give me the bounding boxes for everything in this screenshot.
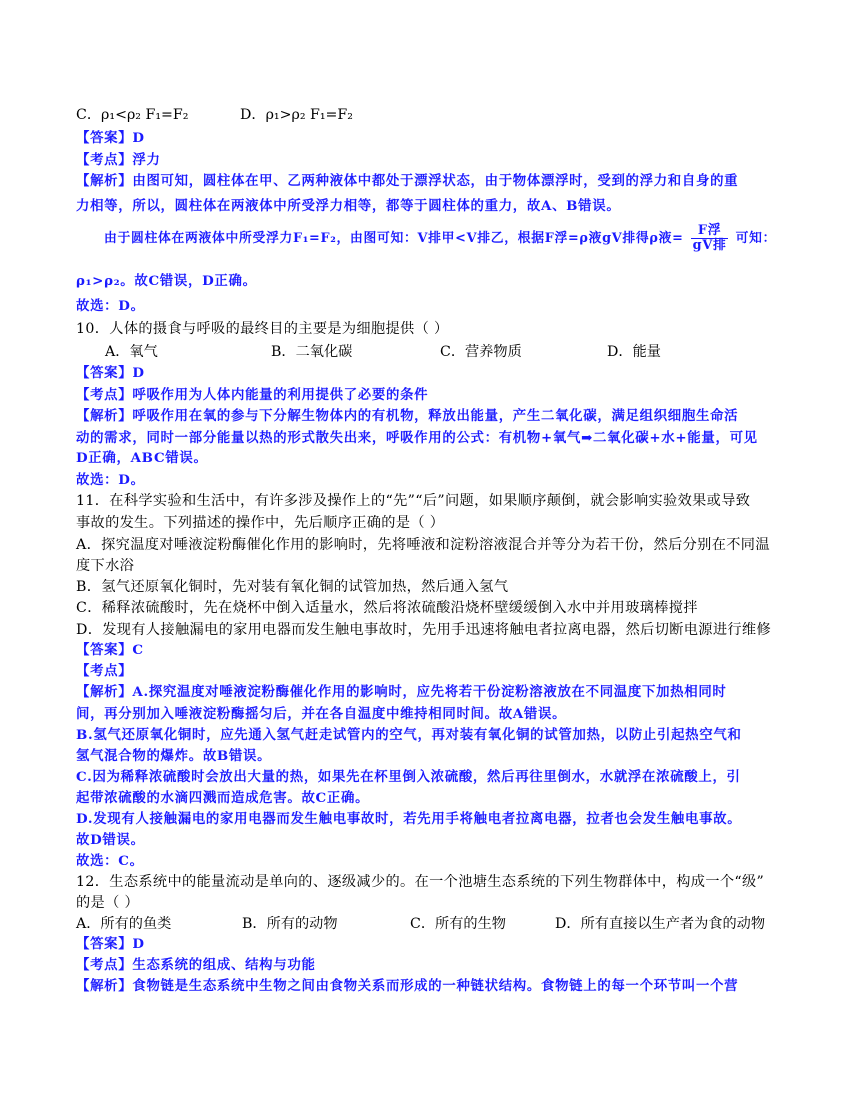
q9-choice: 故选：D。 [76,298,145,314]
q11-option-c: C．稀释浓硫酸时，先在烧杯中倒入适量水，然后将浓硫酸沿烧杯壁缓缓倒入水中并用玻璃棒搅拌 [76,600,698,616]
q10-analysis-line3: D正确，ABC错误。 [76,450,208,466]
q9-analysis-line2: 力相等，所以，圆柱体在两液体中所受浮力相等，都等于圆柱体的重力，故A、B错误。 [76,198,621,214]
q12-analysis-line1: 【解析】食物链是生态系统中生物之间由食物关系而形成的一种链状结构。食物链上的每一个环节叫一个营 [76,978,739,994]
q11-stem-line2: 事故的发生。下列描述的操作中，先后顺序正确的是（ ） [76,515,445,531]
q9-answer: 【答案】D [76,130,145,146]
q12-answer: 【答案】D [76,936,145,952]
q12-option-c: C．所有的生物 [410,916,506,932]
q10-point: 【考点】呼吸作用为人体内能量的利用提供了必要的条件 [76,387,429,403]
q10-option-b: B．二氧化碳 [271,344,353,360]
q9-option-d: D．ρ₁>ρ₂ F₁=F₂ [240,107,353,123]
q10-stem: 10．人体的摄食与呼吸的最终目的主要是为细胞提供（ ） [76,321,449,337]
q10-analysis-line2: 动的需求，同时一部分能量以热的形式散失出来，呼吸作用的公式：有机物+氧气➡二氧化碳+水+能量，可见 [76,430,758,446]
q10-option-c: C．营养物质 [440,344,522,360]
q11-analysis-line6: 起带浓硫酸的水滴四溅而造成危害。故C正确。 [76,790,370,806]
q10-option-a: A．氧气 [105,344,158,360]
q11-choice: 故选：C。 [76,853,144,869]
q11-analysis-line7: D.发现有人接触漏电的家用电器而发生触电事故时，若先用手将触电者拉离电器，拉者也会发生触电事故。 [76,811,742,827]
q11-option-a-line1: A．探究温度对唾液淀粉酶催化作用的影响时，先将唾液和淀粉溶液混合并等分为若干份，然后分别在不同温 [76,537,770,553]
q9-analysis-line4: ρ₁>ρ₂。故C错误，D正确。 [76,273,257,289]
q12-option-d: D．所有直接以生产者为食的动物 [555,916,766,932]
q12-option-b: B．所有的动物 [242,916,338,932]
q12-point: 【考点】生态系统的组成、结构与功能 [76,957,316,973]
q11-option-d: D．发现有人接触漏电的家用电器而发生触电事故时，先用手迅速将触电者拉离电器，然后切断电源进行维修 [76,622,771,638]
q11-analysis-line1: 【解析】A.探究温度对唾液淀粉酶催化作用的影响时，应先将若干份淀粉溶液放在不同温度下加热相同时 [76,684,727,700]
q11-analysis-line3: B.氢气还原氧化铜时，应先通入氢气赶走试管内的空气，再对装有氧化铜的试管加热，以防止引起热空气和 [76,727,742,743]
q12-option-a: A．所有的鱼类 [76,916,172,932]
q11-analysis-line8: 故D错误。 [76,832,145,848]
q10-answer: 【答案】D [76,365,145,381]
q11-option-a-line2: 度下水浴 [76,558,135,574]
q9-analysis-line3: 由于圆柱体在两液体中所受浮力F₁=F₂，由图可知：V排甲<V排乙，根据F浮=ρ液gV排得ρ液= $\frac{\text{F浮}}{\text{gV排}}$ 可知： [104,223,777,253]
q9-point: 【考点】浮力 [76,152,161,168]
q10-option-d: D．能量 [607,344,661,360]
q11-analysis-line5: C.因为稀释浓硫酸时会放出大量的热，如果先在杯里倒入浓硫酸，然后再往里倒水，水就浮在浓硫酸上，引 [76,769,741,785]
q9-option-c: C．ρ₁<ρ₂ F₁=F₂ [76,107,189,123]
q11-stem-line1: 11．在科学实验和生活中，有许多涉及操作上的“先”“后”问题，如果顺序颠倒，就会影响实验效果或导致 [76,493,751,509]
density-fraction: $\frac{\text{F浮}}{\text{gV排}}$ [692,223,727,253]
q11-point: 【考点】 [76,663,133,679]
q10-choice: 故选：D。 [76,472,145,488]
q10-analysis-line1: 【解析】呼吸作用在氧的参与下分解生物体内的有机物，释放出能量，产生二氧化碳，满足组织细胞生命活 [76,408,739,424]
q12-stem-line2: 的是（ ） [76,895,140,911]
q11-answer: 【答案】C [76,642,144,658]
q12-stem-line1: 12．生态系统中的能量流动是单向的、逐级减少的。在一个池塘生态系统的下列生物群体中，构成一个“级” [76,874,765,890]
q11-analysis-line4: 氢气混合物的爆炸。故B错误。 [76,748,272,764]
q11-option-b: B．氢气还原氧化铜时，先对装有氧化铜的试管加热，然后通入氢气 [76,579,509,595]
q11-analysis-line2: 间，再分别加入唾液淀粉酶摇匀后，并在各自温度中维持相同时间。故A错误。 [76,706,567,722]
q9-analysis-line1: 【解析】由图可知，圆柱体在甲、乙两种液体中都处于漂浮状态，由于物体漂浮时，受到的浮力和自身的重 [76,173,739,189]
